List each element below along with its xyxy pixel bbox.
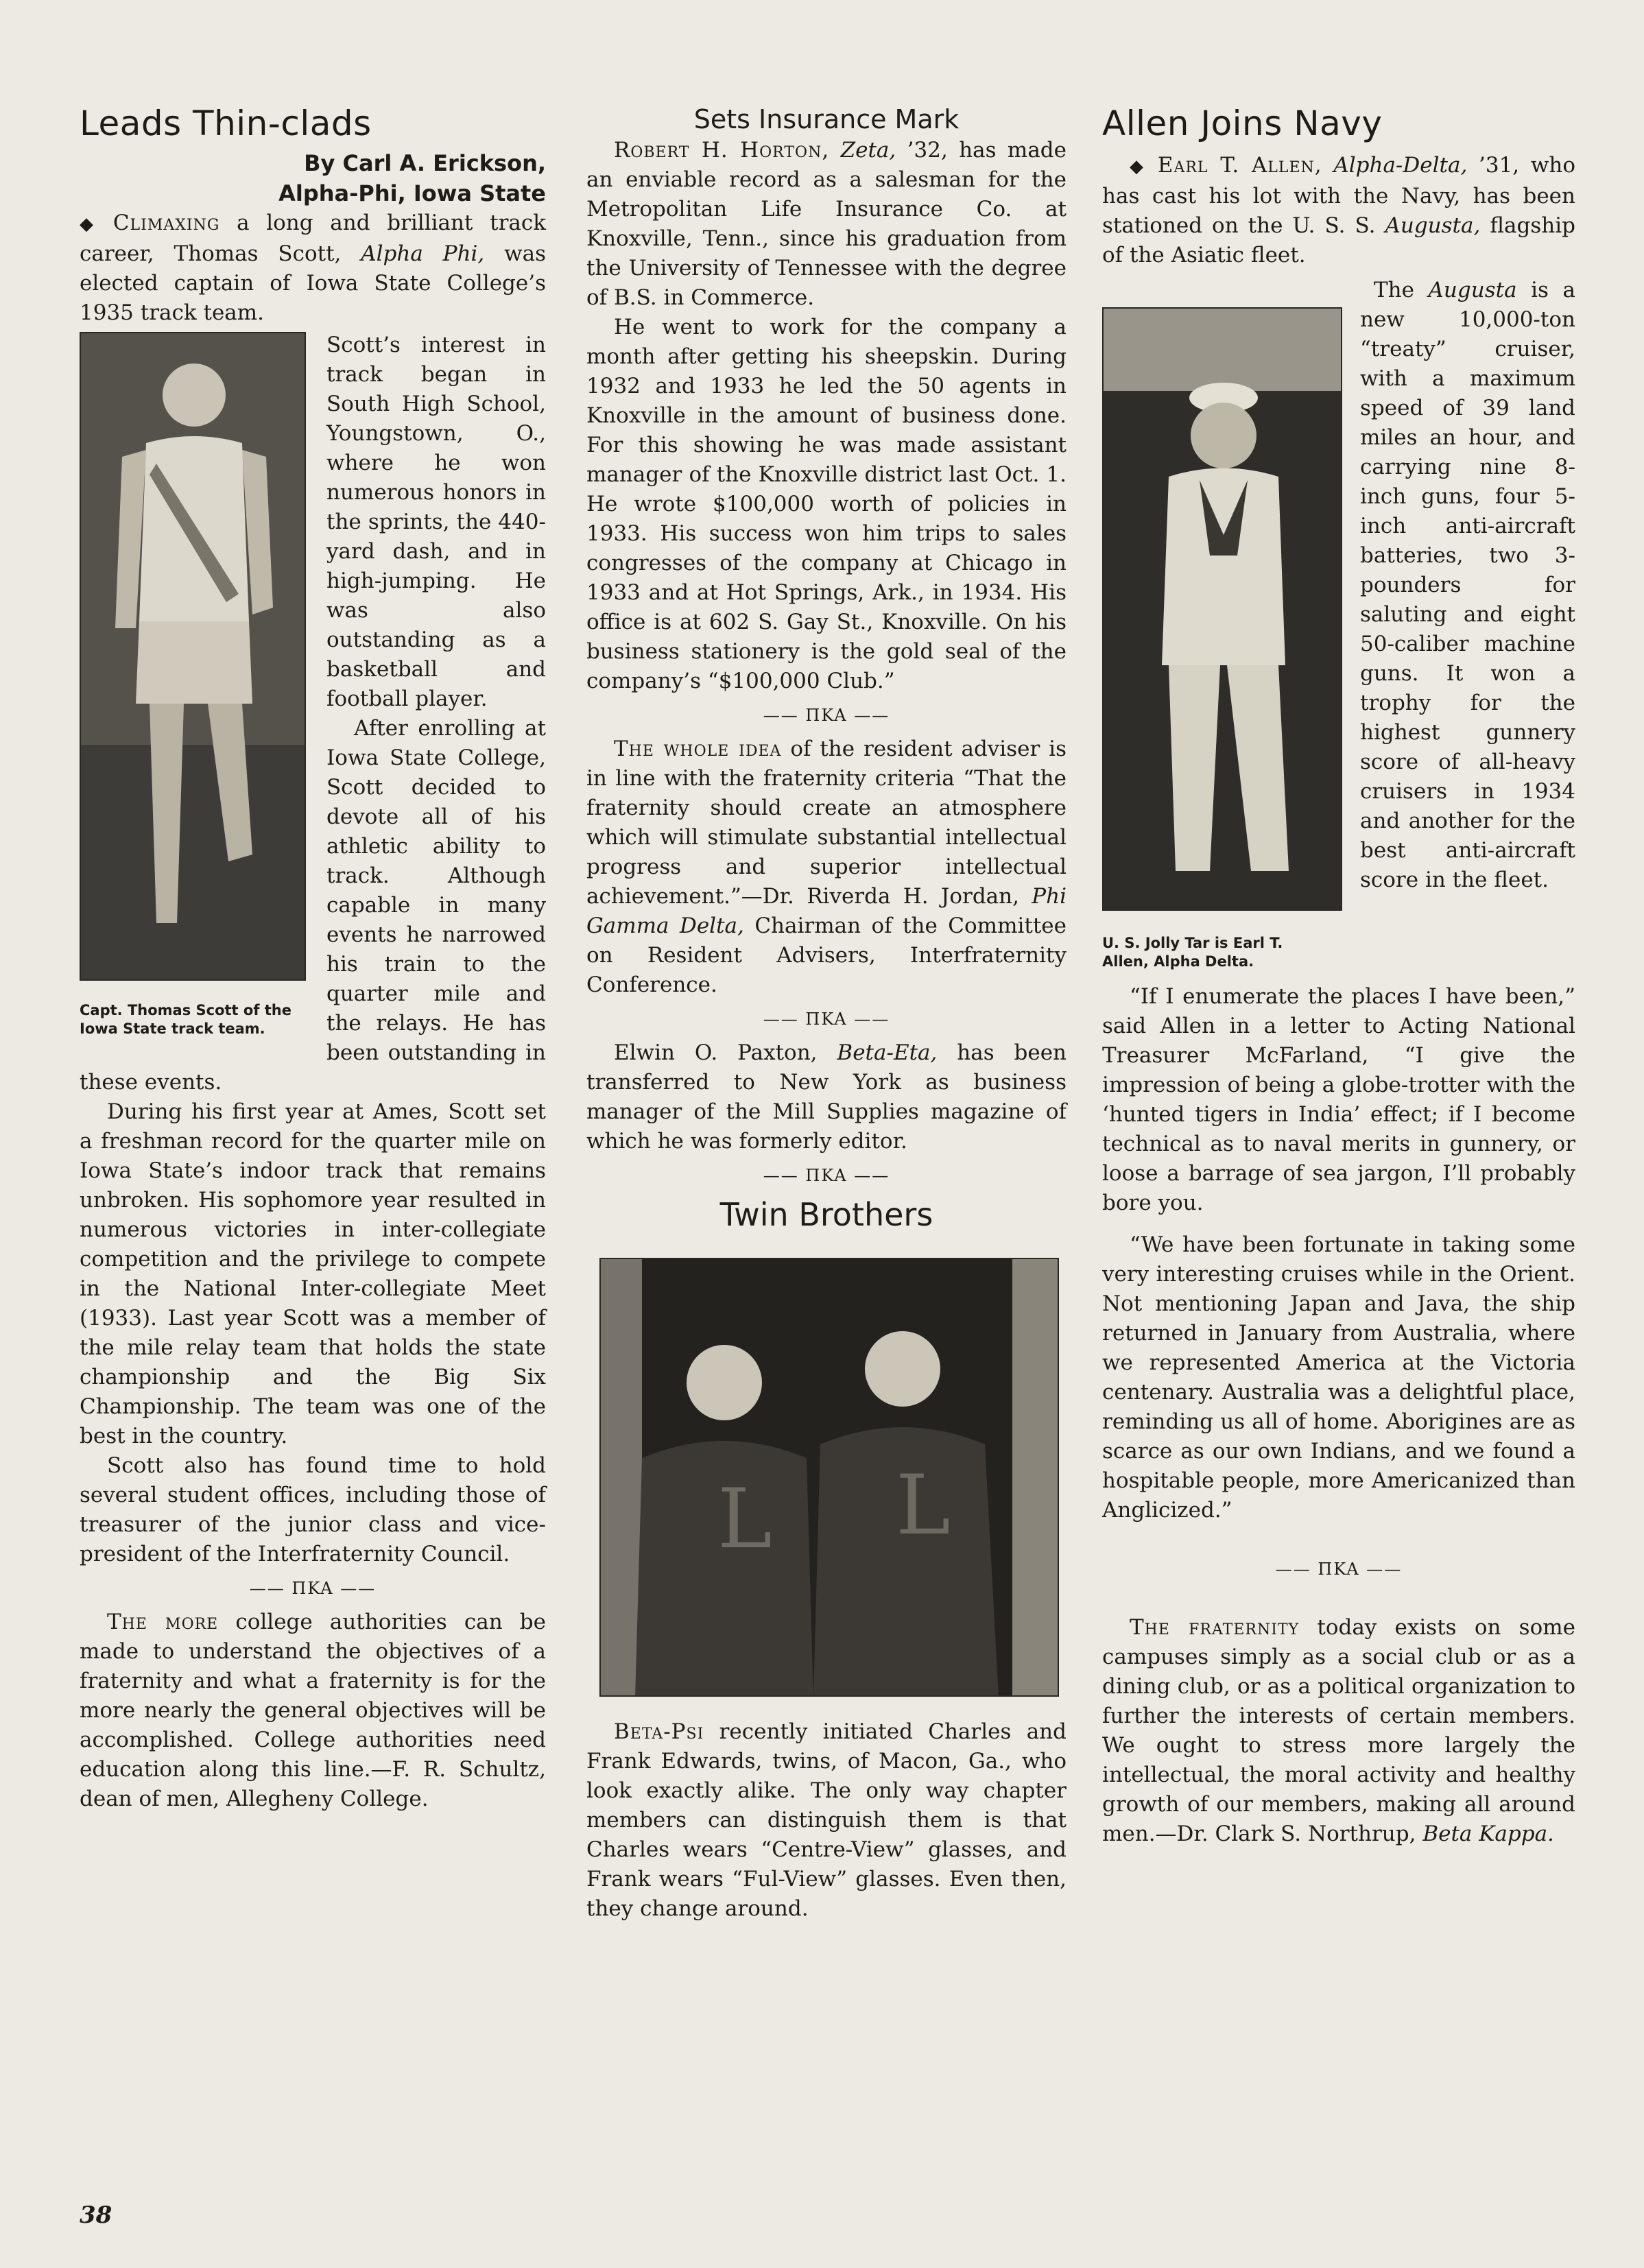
text: recently initiated Charles and Frank Edwards, twins, of Macon, Ga., who look exactly alike. The only way chapter members can distinguish them is that Charles wears “Centre-View” glasses, and Frank wears “Ful-View” glasses. Even then, they change around. bbox=[586, 1719, 1067, 1921]
chapter-name: Zeta, bbox=[840, 138, 896, 163]
section-separator: —— ΠKA —— bbox=[249, 1579, 377, 1598]
ship-name: Augusta, bbox=[1385, 213, 1481, 238]
diamond-bullet-icon: ◆ bbox=[80, 214, 104, 235]
article-paragraph: Scott’s interest in track began in South High School, Youngstown, O., where he won numerous honors in the sprints, the 440-yard dash, and in high-jumping. He was also outstanding as a basketball and football player. bbox=[326, 333, 546, 711]
text: Chairman of the Committee on Resident Advisers, Interfraternity Conference. bbox=[586, 914, 1067, 997]
page-number: 38 bbox=[80, 2201, 112, 2229]
text: ’31, who has cast his lot with the Navy, has been stationed on the U. S. S. bbox=[1102, 153, 1575, 238]
chapter-name: Alpha Phi, bbox=[361, 241, 485, 266]
text: has been transferred to New York as business manager of the Mill Supplies magazine of which he was formerly editor. bbox=[586, 1040, 1067, 1154]
lead-in: Robert H. Horton, bbox=[614, 138, 830, 163]
headline-allen-joins-navy: Allen Joins Navy bbox=[1102, 104, 1383, 143]
photo-earl-allen bbox=[1102, 307, 1342, 911]
chapter-name: Beta-Eta, bbox=[837, 1040, 938, 1065]
text: was elected captain of Iowa State College’s 1935 track team. bbox=[80, 241, 547, 325]
svg-text:L: L bbox=[896, 1458, 951, 1553]
scott-block bbox=[80, 331, 546, 1097]
fraternity-name: Beta Kappa. bbox=[1422, 1822, 1554, 1846]
lead-in: Beta-Psi bbox=[614, 1719, 704, 1744]
sailor-illustration bbox=[1104, 309, 1342, 911]
article-paragraph: During his first year at Ames, Scott set a freshman record for the quarter mile on Iowa State’s indoor track that remains unbroken. His sophomore year resulted in numerous victories in inter-collegiate competition and the privilege to compete in the National Inter-collegiate Meet (1933). Last year Scott was a member of the mile relay team that holds the state championship and the Big Six Championship. The team was one of the best in the country. bbox=[80, 1099, 546, 1448]
allen-photo-figure bbox=[1102, 307, 1342, 971]
article-paragraph bbox=[586, 1038, 1067, 1156]
section-separator: —— ΠKA —— bbox=[763, 1166, 890, 1185]
twins-illustration bbox=[601, 1259, 1059, 1697]
lead-in: Climaxing bbox=[112, 211, 220, 235]
separator-text: ΠKA bbox=[805, 706, 848, 725]
text: Elwin O. Paxton, bbox=[614, 1040, 837, 1065]
headline-twin-brothers: Twin Brothers bbox=[719, 1196, 933, 1233]
chapter-name: Alpha-Delta, bbox=[1333, 153, 1468, 178]
text: a long and brilliant track career, Thomas Scott, bbox=[80, 211, 547, 266]
scott-photo-figure bbox=[80, 332, 306, 1038]
photo-caption-allen: U. S. Jolly Tar is Earl T. Allen, Alpha Delta. bbox=[1102, 935, 1283, 970]
article-paragraph: Scott also has found time to hold several student offices, including those of treasurer of the junior class and vice-president of the Interfraternity Council. bbox=[80, 1453, 546, 1566]
quote-paragraph bbox=[1102, 1613, 1575, 1849]
text: today exists on some campuses simply as a social club or as a dining club, or as a political organization to further the interests of certain members. We ought to stress more largely the intellectual, the moral activity and healthy growth of our members, making all around men.—Dr. Clark S. Northrup, bbox=[1102, 1615, 1575, 1846]
quote-paragraph bbox=[80, 1608, 546, 1814]
ship-name: Augusta bbox=[1428, 278, 1517, 302]
photo-caption-scott: Capt. Thomas Scott of the Iowa State track team. bbox=[80, 1002, 292, 1037]
text: ’32, has made an enviable record as a salesman for the Metropolitan Life Insurance Co. at Knoxville, Tenn., since his graduation from the University of Tennessee with the degree of B.S. in Commerce. bbox=[586, 138, 1067, 310]
section-separator: —— ΠKA —— bbox=[763, 1010, 890, 1029]
photo-twin-brothers bbox=[599, 1258, 1059, 1697]
text: The bbox=[1374, 278, 1429, 302]
text: of the resident adviser is in line with the fraternity criteria “That the fraternity should create an atmosphere which will stimulate substantial intellectual progress and superior intellectual achievement.”—Dr. Riverda H. Jordan, bbox=[586, 737, 1067, 909]
svg-text:L: L bbox=[717, 1472, 772, 1567]
headline-leads-thin-clads: Leads Thin-clads bbox=[80, 104, 372, 143]
article-paragraph bbox=[80, 208, 546, 328]
article-paragraph: He went to work for the company a month after getting his sheepskin. During 1932 and 1933 he led the 50 agents in Knoxville in the amount of business done. For this showing he was made assistant manager of the Knoxville district last Oct. 1. He wrote $100,000 worth of policies in 1933. His success won him trips to sales congresses of the company at Chicago in 1933 and at Hot Springs, Ark., in 1934. His office is at 602 S. Gay St., Knoxville. On his business stationery is the gold seal of the company’s “$100,000 Club.” bbox=[586, 315, 1067, 693]
article-paragraph: “If I enumerate the places I have been,” said Allen in a letter to Acting National Treasurer McFarland, “I give the impression of being a globe-trotter with the ‘hunted tigers in India’ effect; if I become technical as to naval merits in gunnery, or loose a barrage of sea jargon, I’ll probably bore you. bbox=[1102, 984, 1575, 1215]
article-paragraph bbox=[586, 136, 1067, 313]
text: is a new 10,000-ton “treaty” cruiser, with a maximum speed of 39 land miles an hour, and carrying nine 8-inch guns, four 5-inch anti-aircraft batteries, two 3-pounders for saluting and eight 50-caliber machine guns. It won a trophy for the highest gunnery score of all-heavy cruisers in 1934 and another for the best anti-aircraft score in the fleet. bbox=[1360, 278, 1575, 892]
lead-in: The fraternity bbox=[1130, 1615, 1300, 1640]
byline-chapter: Alpha-Phi, Iowa State bbox=[278, 180, 546, 206]
section-separator: —— ΠKA —— bbox=[1275, 1560, 1403, 1579]
lead-in: The whole idea bbox=[614, 737, 782, 761]
text: flagship of the Asiatic fleet. bbox=[1102, 213, 1575, 267]
separator-text: ΠKA bbox=[805, 1166, 848, 1185]
diamond-bullet-icon: ◆ bbox=[1130, 156, 1148, 177]
article-paragraph bbox=[1102, 151, 1575, 270]
column-left bbox=[80, 103, 546, 1814]
allen-block bbox=[1102, 276, 1575, 978]
column-right bbox=[1102, 103, 1575, 1849]
article-paragraph bbox=[586, 1717, 1067, 1924]
lead-in: Earl T. Allen, bbox=[1157, 153, 1322, 178]
photo-thomas-scott bbox=[80, 332, 306, 981]
column-middle bbox=[586, 103, 1067, 1924]
fraternity-name: Phi Gamma Delta, bbox=[586, 884, 1067, 938]
lead-in: The more bbox=[107, 1610, 219, 1634]
separator-text: ΠKA bbox=[805, 1010, 848, 1029]
section-separator: —— ΠKA —— bbox=[763, 706, 890, 725]
text: college authorities can be made to understand the objectives of a fraternity and what a fraternity is for the more nearly the general objectives will be accomplished. College authorities need education along this line.—F. R. Schultz, dean of men, Allegheny College. bbox=[80, 1610, 546, 1811]
quote-paragraph bbox=[586, 735, 1067, 1000]
headline-sets-insurance-mark: Sets Insurance Mark bbox=[693, 104, 960, 134]
separator-text: ΠKA bbox=[291, 1579, 334, 1598]
article-paragraph: After enrolling at Iowa State College, Scott decided to devote all of his athletic ability to track. Although capable in many events he narrowed his train to the quarter mile and the relays. He has been outstanding in these events. bbox=[80, 716, 546, 1095]
article-paragraph: “We have been fortunate in taking some very interesting cruises while in the Orient. Not mentioning Japan and Java, the ship returned in January from Australia, where we represented America at the Victoria centenary. Australia was a delightful place, reminding us all of home. Aborigines are as scarce as our own Indians, and we found a hospitable people, more Americanized than Anglicized.” bbox=[1102, 1232, 1575, 1523]
byline-name: By Carl A. Erickson, bbox=[304, 150, 546, 176]
runner-illustration bbox=[81, 333, 306, 981]
separator-text: ΠKA bbox=[1318, 1560, 1360, 1579]
